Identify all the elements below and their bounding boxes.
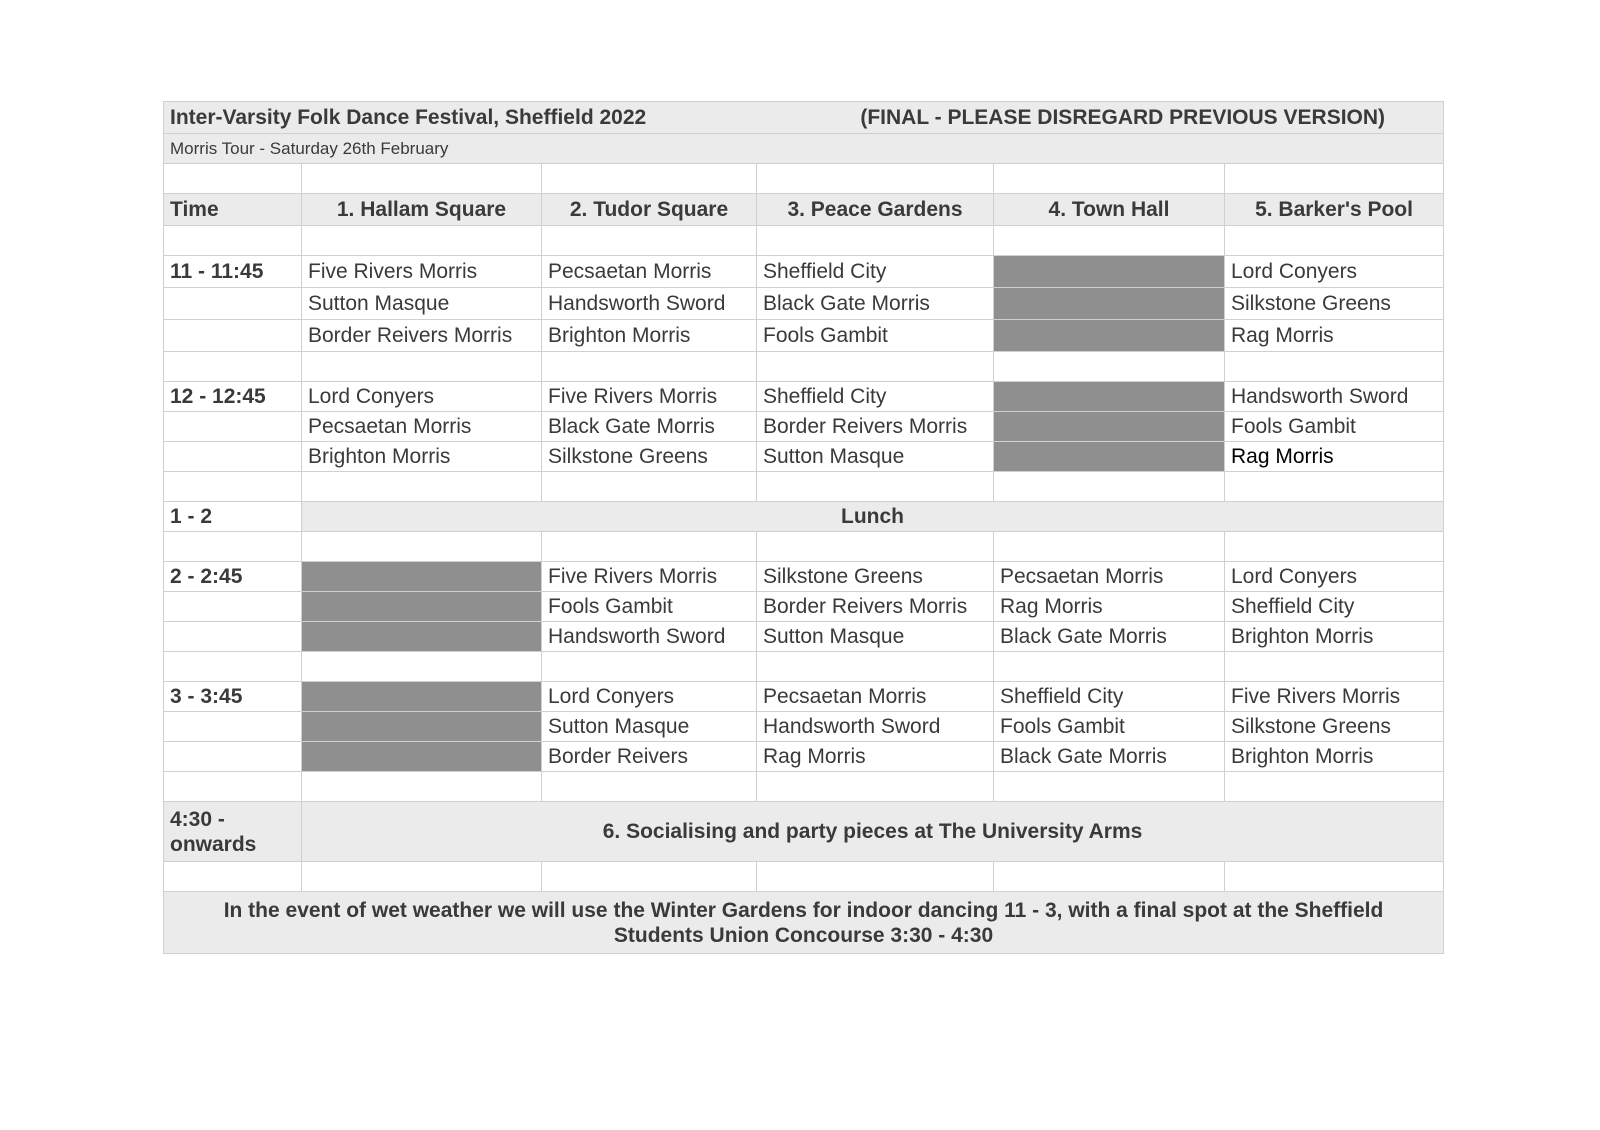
schedule-table	[163, 101, 1444, 954]
team-cell: Sutton Masque	[757, 442, 994, 472]
footer-row	[164, 892, 1444, 954]
team-cell: Sutton Masque	[542, 712, 757, 742]
team-cell: Silkstone Greens	[757, 562, 994, 592]
unavailable-slot	[994, 320, 1225, 352]
schedule-row	[164, 712, 1444, 742]
empty-cell	[757, 862, 994, 892]
empty-cell	[1225, 862, 1444, 892]
empty-cell	[164, 412, 302, 442]
team-cell: Rag Morris	[1225, 320, 1444, 352]
empty-cell	[302, 352, 542, 382]
empty-cell	[302, 226, 542, 256]
empty-cell	[164, 652, 302, 682]
spacer-row	[164, 652, 1444, 682]
empty-cell	[302, 862, 542, 892]
title-row	[164, 102, 1444, 134]
empty-cell	[164, 226, 302, 256]
team-cell: Pecsaetan Morris	[542, 256, 757, 288]
team-cell: Lord Conyers	[302, 382, 542, 412]
spacer-row	[164, 472, 1444, 502]
time-slot: 11 - 11:45	[164, 256, 302, 288]
empty-cell	[164, 472, 302, 502]
team-cell: Brighton Morris	[1225, 742, 1444, 772]
team-cell: Sutton Masque	[757, 622, 994, 652]
header-town-hall: 4. Town Hall	[994, 194, 1225, 226]
team-cell: Sheffield City	[994, 682, 1225, 712]
empty-cell	[164, 592, 302, 622]
empty-cell	[542, 226, 757, 256]
empty-cell	[994, 226, 1225, 256]
empty-cell	[302, 472, 542, 502]
team-cell: Sheffield City	[757, 256, 994, 288]
team-cell: Brighton Morris	[302, 442, 542, 472]
team-cell: Brighton Morris	[1225, 622, 1444, 652]
team-cell: Pecsaetan Morris	[757, 682, 994, 712]
final-notice: (FINAL - PLEASE DISREGARD PREVIOUS VERSION)	[860, 105, 1386, 129]
empty-cell	[994, 652, 1225, 682]
unavailable-slot	[994, 442, 1225, 472]
empty-cell	[164, 320, 302, 352]
unavailable-slot	[302, 622, 542, 652]
empty-cell	[302, 532, 542, 562]
empty-cell	[757, 226, 994, 256]
schedule-row	[164, 742, 1444, 772]
schedule-body	[164, 102, 1444, 954]
team-cell: Sheffield City	[1225, 592, 1444, 622]
empty-cell	[542, 352, 757, 382]
empty-cell	[757, 352, 994, 382]
social-row	[164, 802, 1444, 862]
empty-cell	[994, 862, 1225, 892]
schedule-row	[164, 562, 1444, 592]
spacer-row	[164, 226, 1444, 256]
social-time-start: 4:30 -	[170, 807, 225, 831]
team-cell: Handsworth Sword	[542, 288, 757, 320]
spacer-row	[164, 532, 1444, 562]
team-cell: Border Reivers Morris	[302, 320, 542, 352]
unavailable-slot	[302, 592, 542, 622]
empty-cell	[164, 532, 302, 562]
team-cell: Lord Conyers	[1225, 256, 1444, 288]
schedule-row	[164, 592, 1444, 622]
empty-cell	[164, 862, 302, 892]
empty-cell	[1225, 226, 1444, 256]
team-cell: Fools Gambit	[1225, 412, 1444, 442]
team-cell: Rag Morris	[994, 592, 1225, 622]
empty-cell	[542, 472, 757, 502]
social-time-end: onwards	[170, 832, 257, 856]
header-time: Time	[164, 194, 302, 226]
empty-cell	[994, 772, 1225, 802]
team-cell: Sheffield City	[757, 382, 994, 412]
empty-cell	[757, 532, 994, 562]
team-cell: Sutton Masque	[302, 288, 542, 320]
empty-cell	[542, 652, 757, 682]
empty-cell	[164, 622, 302, 652]
spacer-row	[164, 862, 1444, 892]
wet-weather-note: In the event of wet weather we will use the Winter Gardens for indoor dancing 11 - 3, with a final spot at the Sheffield Students Union Concourse 3:30 - 4:30	[164, 892, 1444, 954]
spacer-row	[164, 164, 1444, 194]
empty-cell	[542, 862, 757, 892]
team-cell: Silkstone Greens	[1225, 712, 1444, 742]
team-cell: Border Reivers Morris	[757, 592, 994, 622]
team-cell: Border Reivers	[542, 742, 757, 772]
schedule-row	[164, 256, 1444, 288]
team-cell: Handsworth Sword	[542, 622, 757, 652]
empty-cell	[302, 772, 542, 802]
unavailable-slot	[994, 412, 1225, 442]
unavailable-slot	[302, 562, 542, 592]
empty-cell	[994, 532, 1225, 562]
time-slot: 2 - 2:45	[164, 562, 302, 592]
spacer-row	[164, 772, 1444, 802]
empty-cell	[1225, 352, 1444, 382]
empty-cell	[1225, 532, 1444, 562]
empty-cell	[164, 772, 302, 802]
empty-cell	[164, 352, 302, 382]
schedule-row	[164, 682, 1444, 712]
team-cell: Silkstone Greens	[1225, 288, 1444, 320]
social-label: 6. Socialising and party pieces at The University Arms	[302, 802, 1444, 862]
team-cell: Five Rivers Morris	[302, 256, 542, 288]
team-cell: Fools Gambit	[542, 592, 757, 622]
team-cell: Handsworth Sword	[757, 712, 994, 742]
team-cell: Lord Conyers	[542, 682, 757, 712]
festival-title: Inter-Varsity Folk Dance Festival, Sheffield 2022	[170, 105, 647, 129]
empty-cell	[164, 288, 302, 320]
team-cell: Rag Morris	[757, 742, 994, 772]
team-cell: Handsworth Sword	[1225, 382, 1444, 412]
team-cell: Black Gate Morris	[542, 412, 757, 442]
schedule-row	[164, 288, 1444, 320]
unavailable-slot	[994, 256, 1225, 288]
lunch-row	[164, 502, 1444, 532]
header-row	[164, 194, 1444, 226]
empty-cell	[164, 742, 302, 772]
lunch-label: Lunch	[302, 502, 1444, 532]
unavailable-slot	[302, 712, 542, 742]
team-cell: Black Gate Morris	[994, 622, 1225, 652]
title-cell	[164, 102, 1444, 134]
lunch-time: 1 - 2	[164, 502, 302, 532]
empty-cell	[994, 352, 1225, 382]
team-cell: Rag Morris	[1225, 442, 1444, 472]
empty-cell	[164, 442, 302, 472]
tour-subtitle: Morris Tour - Saturday 26th February	[164, 134, 1444, 164]
spacer-row	[164, 352, 1444, 382]
header-tudor-square: 2. Tudor Square	[542, 194, 757, 226]
empty-cell	[757, 652, 994, 682]
header-barkers-pool: 5. Barker's Pool	[1225, 194, 1444, 226]
team-cell: Five Rivers Morris	[542, 562, 757, 592]
empty-cell	[542, 772, 757, 802]
team-cell: Black Gate Morris	[757, 288, 994, 320]
empty-cell	[1225, 652, 1444, 682]
empty-cell	[302, 652, 542, 682]
subtitle-row	[164, 134, 1444, 164]
schedule-row	[164, 382, 1444, 412]
schedule-row	[164, 412, 1444, 442]
time-slot: 12 - 12:45	[164, 382, 302, 412]
schedule-sheet	[163, 101, 1443, 954]
social-time	[164, 802, 302, 862]
team-cell: Five Rivers Morris	[1225, 682, 1444, 712]
team-cell: Lord Conyers	[1225, 562, 1444, 592]
team-cell: Pecsaetan Morris	[302, 412, 542, 442]
schedule-row	[164, 320, 1444, 352]
empty-cell	[1225, 772, 1444, 802]
empty-cell	[542, 532, 757, 562]
team-cell: Silkstone Greens	[542, 442, 757, 472]
team-cell: Brighton Morris	[542, 320, 757, 352]
team-cell: Border Reivers Morris	[757, 412, 994, 442]
unavailable-slot	[994, 288, 1225, 320]
schedule-row	[164, 622, 1444, 652]
team-cell: Fools Gambit	[994, 712, 1225, 742]
team-cell: Five Rivers Morris	[542, 382, 757, 412]
unavailable-slot	[302, 682, 542, 712]
empty-cell	[757, 472, 994, 502]
unavailable-slot	[302, 742, 542, 772]
empty-cell	[994, 472, 1225, 502]
time-slot: 3 - 3:45	[164, 682, 302, 712]
empty-cell	[757, 772, 994, 802]
team-cell: Pecsaetan Morris	[994, 562, 1225, 592]
empty-cell	[1225, 472, 1444, 502]
header-peace-gardens: 3. Peace Gardens	[757, 194, 994, 226]
team-cell: Fools Gambit	[757, 320, 994, 352]
unavailable-slot	[994, 382, 1225, 412]
header-hallam-square: 1. Hallam Square	[302, 194, 542, 226]
team-cell: Black Gate Morris	[994, 742, 1225, 772]
empty-cell	[164, 712, 302, 742]
schedule-row	[164, 442, 1444, 472]
